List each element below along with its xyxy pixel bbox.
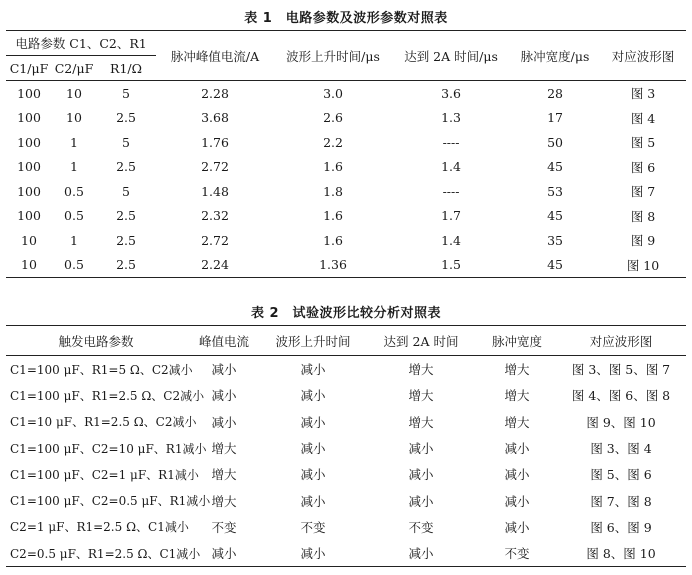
table-row [6, 356, 686, 383]
table-cell: 1 [70, 159, 78, 175]
table-cell: C1=100 μF、C2=1 μF、R1减小 [10, 467, 199, 482]
table-cell: C2=1 μF、R1=2.5 Ω、C1减小 [10, 520, 189, 535]
table-cell: 减小 [504, 493, 530, 509]
header-waveform-figure: 对应波形图 [611, 48, 675, 64]
table-row [6, 155, 686, 180]
table-cell: 3.0 [323, 85, 343, 101]
table-cell: C2=0.5 μF、R1=2.5 Ω、C1减小 [10, 546, 201, 561]
table-cell: 增大 [211, 493, 237, 509]
table-cell: 减小 [211, 362, 237, 378]
table-cell: 图 5 [630, 135, 656, 151]
table-cell: 2.28 [201, 85, 229, 101]
table-cell: 图 8、图 10 [586, 546, 656, 562]
table-cell: 减小 [300, 388, 326, 404]
table-cell: C1=100 μF、C2=0.5 μF、R1减小 [10, 494, 211, 509]
table-cell: 53 [547, 183, 563, 199]
table-cell: 减小 [504, 441, 530, 457]
table-row [6, 130, 686, 155]
table-cell: 45 [547, 159, 563, 175]
table-row [6, 253, 686, 278]
table-cell: 减小 [300, 493, 326, 509]
table2-caption: 表 2 试验波形比较分析对照表 [250, 306, 442, 321]
table-cell: 2.72 [201, 232, 229, 248]
table-cell: 减小 [408, 493, 434, 509]
table-cell: C1=10 μF、R1=2.5 Ω、C2减小 [10, 415, 197, 430]
table-cell: 图 6 [630, 159, 656, 175]
table-cell: C1=100 μF、C2=10 μF、R1减小 [10, 441, 207, 456]
table-cell: C1=100 μF、R1=5 Ω、C2减小 [10, 362, 193, 377]
table-row [6, 409, 686, 435]
table-cell: 1.48 [201, 183, 229, 199]
table-cell: 增大 [408, 388, 434, 404]
table-cell: 45 [547, 208, 563, 224]
table-cell: 10 [21, 232, 37, 248]
table-cell: 图 10 [626, 257, 660, 273]
header-pulse-width: 脉冲宽度/μs [520, 48, 590, 64]
table-cell: 50 [547, 134, 563, 150]
table-cell: 1.3 [441, 110, 461, 126]
table-cell: 图 6、图 9 [590, 519, 652, 535]
table-cell: 3.6 [441, 85, 461, 101]
table-cell: 45 [547, 257, 563, 273]
table-row [6, 204, 686, 229]
table-cell: 1.4 [441, 159, 461, 175]
table-cell: 2.5 [116, 208, 136, 224]
table-cell: 减小 [300, 362, 326, 378]
table-cell: 35 [547, 232, 563, 248]
table-cell: 2.6 [323, 110, 343, 126]
table-row [6, 487, 686, 513]
table-cell: 0.5 [64, 183, 84, 199]
table-cell: 100 [17, 85, 41, 101]
table-cell: 图 3 [630, 86, 656, 102]
table-cell: 增大 [504, 388, 530, 404]
header-peak-current: 脉冲峰值电流/A [170, 48, 260, 64]
table-cell: 28 [547, 85, 563, 101]
header-time-to-2a: 达到 2A 时间/μs [404, 48, 498, 64]
table-cell: 1.36 [319, 257, 347, 273]
table-cell: 减小 [504, 519, 530, 535]
table-cell: 5 [122, 183, 130, 199]
table-cell: 不变 [211, 519, 237, 535]
header-c2: C2/μF [54, 60, 94, 76]
table-cell: 2.72 [201, 159, 229, 175]
table-cell: 不变 [300, 519, 326, 535]
table-cell: 增大 [211, 441, 237, 457]
table-cell: 1.6 [323, 208, 343, 224]
table-cell: 不变 [408, 519, 434, 535]
table-cell: 1.8 [323, 183, 343, 199]
table-cell: 2.5 [116, 110, 136, 126]
table-cell: 1.6 [323, 159, 343, 175]
header-rise-time: 波形上升时间/μs [286, 48, 380, 64]
table-cell: 减小 [211, 388, 237, 404]
table-cell: 0.5 [64, 257, 84, 273]
table-cell: 图 9、图 10 [586, 414, 656, 430]
table-cell: 图 3、图 4 [590, 441, 652, 457]
table-cell: 不变 [504, 546, 530, 562]
table-cell: 减小 [504, 467, 530, 483]
table-cell: 100 [17, 159, 41, 175]
header-c1: C1/μF [9, 60, 49, 76]
table-cell: 图 4、图 6、图 8 [571, 388, 671, 404]
table-row [6, 179, 686, 204]
header-time-to-2a: 达到 2A 时间 [383, 333, 459, 349]
table-cell: 1.76 [201, 134, 229, 150]
header-pulse-width: 脉冲宽度 [491, 333, 542, 349]
table-cell: 增大 [504, 414, 530, 430]
table-row [6, 461, 686, 487]
waveform-comparison-table [6, 325, 686, 567]
table-cell: 减小 [408, 546, 434, 562]
table-cell: 增大 [408, 414, 434, 430]
table-row [6, 106, 686, 131]
table-cell: 减小 [300, 467, 326, 483]
table-cell: 图 7 [630, 184, 656, 200]
table-cell: 1 [70, 134, 78, 150]
header-peak-current: 峰值电流 [198, 333, 249, 349]
table-cell: 2.5 [116, 232, 136, 248]
header-waveform-figure: 对应波形图 [589, 333, 653, 349]
table-cell: 图 5、图 6 [590, 467, 652, 483]
table-cell: 100 [17, 134, 41, 150]
table-cell: 1.5 [441, 257, 461, 273]
table-cell: 图 7、图 8 [590, 493, 652, 509]
table-cell: 100 [17, 183, 41, 199]
table-cell: 减小 [211, 414, 237, 430]
table-cell: 100 [17, 110, 41, 126]
table-cell: 减小 [300, 414, 326, 430]
header-r1: R1/Ω [110, 60, 142, 76]
table-cell: 图 8 [630, 208, 656, 224]
table-row [6, 540, 686, 567]
table-cell: 1.4 [441, 232, 461, 248]
table-cell: 增大 [408, 362, 434, 378]
table-cell: 1.6 [323, 232, 343, 248]
table-cell: 减小 [211, 546, 237, 562]
table-cell: 增大 [211, 467, 237, 483]
table-cell: 减小 [408, 467, 434, 483]
table-cell: 2.32 [201, 208, 229, 224]
table-cell: 0.5 [64, 208, 84, 224]
header-trigger-params: 触发电路参数 [58, 333, 134, 349]
table-cell: 1.7 [441, 208, 461, 224]
table-cell: 2.24 [201, 257, 229, 273]
table-cell: 17 [547, 110, 563, 126]
header-rise-time: 波形上升时间 [275, 333, 351, 349]
table-row [6, 81, 686, 106]
circuit-params-group-header: 电路参数 C1、C2、R1 [6, 31, 156, 56]
table-cell: 10 [66, 85, 82, 101]
table-cell: 减小 [408, 441, 434, 457]
table-cell: 10 [66, 110, 82, 126]
table-cell: 减小 [300, 546, 326, 562]
table-row [6, 514, 686, 540]
table-row [6, 228, 686, 253]
table-cell: ---- [442, 183, 460, 199]
table-cell: 2.5 [116, 257, 136, 273]
table-cell: ---- [442, 134, 460, 150]
table-cell: C1=100 μF、R1=2.5 Ω、C2减小 [10, 388, 205, 403]
table-cell: 图 3、图 5、图 7 [571, 362, 671, 378]
table-cell: 3.68 [201, 110, 229, 126]
table1-caption: 表 1 电路参数及波形参数对照表 [244, 11, 448, 26]
table-cell: 10 [21, 257, 37, 273]
table-cell: 减小 [300, 441, 326, 457]
table-cell: 2.2 [323, 134, 343, 150]
circuit-parameter-table [6, 30, 686, 278]
table-cell: 2.5 [116, 159, 136, 175]
table-cell: 图 9 [630, 233, 656, 249]
table-cell: 5 [122, 134, 130, 150]
table-row [6, 382, 686, 408]
table-cell: 5 [122, 85, 130, 101]
table-cell: 增大 [504, 362, 530, 378]
table-cell: 图 4 [630, 110, 656, 126]
table-cell: 1 [70, 232, 78, 248]
table-row [6, 435, 686, 461]
table-cell: 100 [17, 208, 41, 224]
